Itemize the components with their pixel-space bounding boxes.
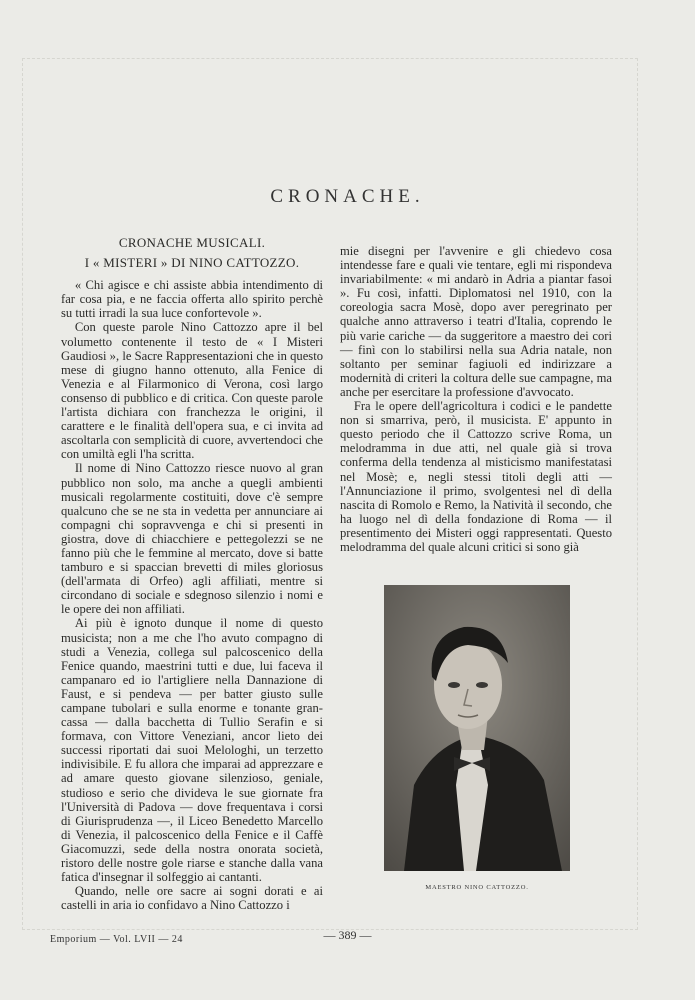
right-column (340, 244, 612, 554)
paragraph: mie disegni per l'avvenire e gli chiedevo cosa intendesse fare e quali vie tentare, egli mi rispondeva invariabilmente: « mi andarò in Adria a piantar fasoi ». Fu così, infatti. Diplomatosi nel 1910, con la coreologia sacra Mosè, dopo aver peregrinato per qualche anno attraverso i teatri d'Italia, coprendo le più varie cariche — da suggeritore a maestro dei cori — finì con lo stabilirsi nella sua Adria natale, non soltanto per seminar fagiuoli ed indirizzare a modernità di criteri la coltura delle sue campagne, ma anche per esercitare la professione d'avvocato. (340, 244, 612, 399)
paragraph: Con queste parole Nino Cattozzo apre il bel volumetto contenente il testo de « I Misteri Gaudiosi », le Sacre Rappresentazioni che in questo mese di giugno hanno ottenuto, alla Fenice di Venezia e al Filarmonico di Verona, così largo consenso di pubblico e di critica. Con queste parole l'artista dichiara con franchezza le origini, il carattere e le finalità dell'opera sua, e ci invita ad ascoltarla con semplicità di cuore, avvertendoci che con umiltà egli l'ha scritta. (61, 320, 323, 462)
paragraph: Fra le opere dell'agricoltura i codici e le pandette non si smarriva, però, il musicista. E' appunto in questo periodo che il Cattozzo scrive Roma, un melodramma in due atti, nel quale già si trova conferma della tendenza al misticismo manifestatasi nel Mosè; e, negli stessi titoli degli atti — l'Annunciazione il primo, svolgentesi nel dì della nascita di Romolo e Remo, la Natività il secondo, che ha luogo nel dì della fondazione di Roma — il presentimento dei Misteri oggi rappresentati. Questo melodramma del quale alcuni critici si sono già (340, 399, 612, 554)
paragraph: « Chi agisce e chi assiste abbia intendimento di far cosa pia, e ne faccia offerta allo spirito perchè su tutti irradi la sua luce confortevole ». (61, 278, 323, 321)
article-heading: I « MISTERI » DI NINO CATTOZZO. (84, 255, 300, 271)
paragraph: Il nome di Nino Cattozzo riesce nuovo al gran pubblico non solo, ma anche a quegli ambienti musicali regolarmente costituiti, dove c'è sempre qualcuno che se ne sta in vedetta per annunciare ai compagni chi sopravvenga e chi si presenti in giostra, dove di chiacchiere e pettegolezzi se ne fanno più che le femmine al mercato, dove si batte tamburo e si spaccian brevetti di miles gloriosus (dell'armata di Orfeo) agli affiliati, mentre si circondano di sociale e sdegnoso silenzio i nomi e le opere dei non affiliati. (61, 461, 323, 617)
paragraph: Ai più è ignoto dunque il nome di questo musicista; non a me che l'ho avuto compagno di studi a Venezia, collega sul palcoscenico della Fenice quando, maestrini tutti e due, lui faceva il campanaro ed io l'artigliere nella Dannazione di Faust, e si pendeva — per batter giusto sulle campane tubolari e sulla enorme e tonante gran-cassa — dalla bacchetta di Tullio Serafin e si formava, con Vittore Veneziani, ancor lieto dei successi riportati dai suoi Melologhi, un terzetto indivisibile. E fu allora che imparai ad apprezzare e ad amare questo giovane silenzioso, geniale, studioso e serio che divideva le sue giornate fra l'Università di Padova — dove frequentava i corsi di Giurisprudenza —, il Liceo Benedetto Marcello di Venezia, il palcoscenico della Fenice e il Caffè Giacomuzzi, sede della nostra onorata società, ristoro delle nostre gole riarse e stanche dalla vana fatica d'insegnar il solfeggio ai cantanti. (61, 616, 323, 885)
section-heading: CRONACHE MUSICALI. (118, 235, 266, 250)
left-column (61, 236, 323, 912)
page-number: — 389 — (323, 928, 372, 942)
portrait-photo (384, 585, 570, 871)
paragraph: Quando, nelle ore sacre ai sogni dorati e ai castelli in aria io confidavo a Nino Cattozzo i (61, 884, 323, 913)
photo-caption: MAESTRO NINO CATTOZZO. (425, 884, 529, 891)
running-head: Emporium — Vol. LVII — 24 (50, 934, 183, 945)
page-title: CRONACHE. (270, 186, 425, 207)
portrait-illustration (384, 585, 570, 871)
